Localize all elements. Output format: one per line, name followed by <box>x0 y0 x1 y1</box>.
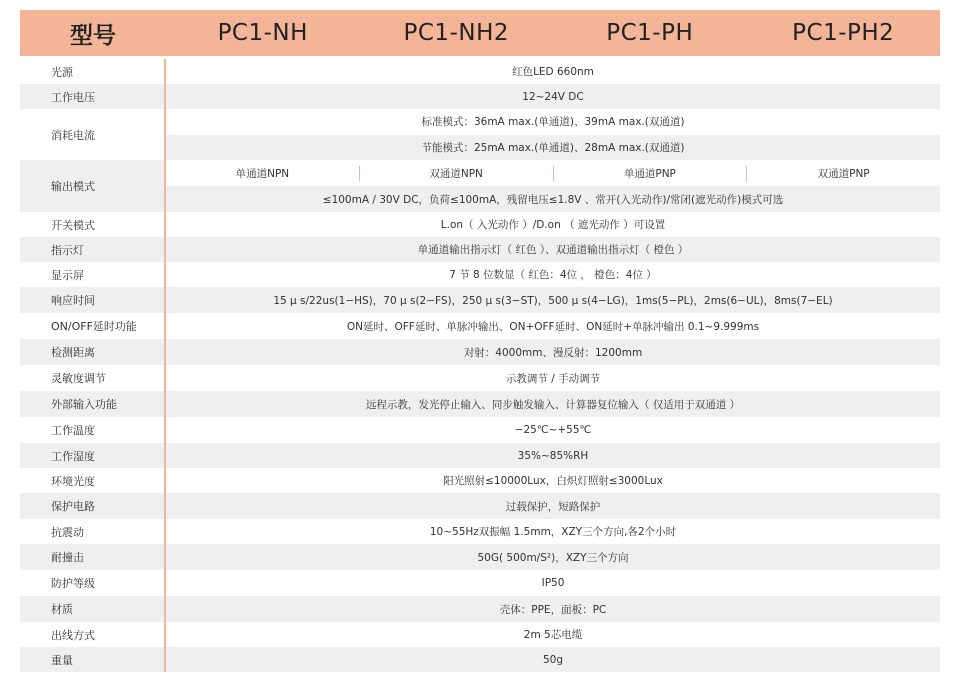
model-pc1-ph2: PC1-PH2 <box>792 20 895 46</box>
table-row <box>20 622 940 647</box>
row-label: 输出模式 <box>20 160 166 212</box>
row-label: 工作温度 <box>20 417 166 443</box>
row-label: 灵敏度调节 <box>20 365 166 391</box>
table-row <box>20 262 940 287</box>
table-row <box>20 160 940 212</box>
model-pc1-nh: PC1-NH <box>217 20 308 46</box>
row-label: 重量 <box>20 647 166 672</box>
table-row <box>20 544 940 570</box>
table-row <box>20 468 940 493</box>
table-row <box>20 59 940 84</box>
output-mode-split <box>166 160 940 186</box>
table-row <box>20 596 940 622</box>
row-value: 标准模式：36mA max.(单通道)、39mA max.(双通道) <box>166 109 940 135</box>
row-value: 单通道输出指示灯（ 红色 ）、双通道输出指示灯（ 橙色 ） <box>417 244 689 256</box>
row-value: 红色LED 660nm <box>512 66 594 78</box>
table-row <box>20 109 940 160</box>
row-value: ≤100mA / 30V DC，负荷≤100mA，残留电压≤1.8V 、常开(入光动作)/常闭(遮光动作)模式可选 <box>166 186 940 212</box>
row-label: 外部输入功能 <box>20 391 166 417</box>
row-value: 2m 5芯电缆 <box>523 629 583 641</box>
row-value: 阳光照射≤10000Lux，白炽灯照射≤3000Lux <box>443 475 663 487</box>
row-value: 12~24V DC <box>522 90 584 103</box>
row-label: 耐撞击 <box>20 544 166 570</box>
table-row <box>20 339 940 365</box>
table-row <box>20 443 940 468</box>
output-cell: 单通道NPN <box>166 166 360 181</box>
row-value: 10~55Hz双振幅 1.5mm，XZY三个方向,各2个小时 <box>429 526 677 538</box>
row-label: ON/OFF延时功能 <box>20 313 166 339</box>
row-value: 15 μ s/22us(1−HS)，70 μ s(2−FS)，250 μ s(3−ST)，500 μ s(4−LG)，1ms(5−PL)，2ms(6−UL)，8ms(7−EL) <box>273 294 833 307</box>
row-label: 出线方式 <box>20 622 166 647</box>
row-value: 远程示教，发光停止输入、同步触发输入、计算器复位输入（ 仅适用于双通道 ） <box>365 398 741 411</box>
row-label: 保护电路 <box>20 493 166 519</box>
row-value: −25℃~+55℃ <box>514 424 592 436</box>
output-cell: 双通道PNP <box>817 167 870 180</box>
row-label: 材质 <box>20 596 166 622</box>
model-pc1-nh2: PC1-NH2 <box>403 20 509 46</box>
table-row <box>20 287 940 313</box>
table-row <box>20 391 940 417</box>
spec-table <box>20 10 940 672</box>
table-row <box>20 313 940 339</box>
row-label: 开关模式 <box>20 212 166 237</box>
row-label: 检测距离 <box>20 339 166 365</box>
row-label: 显示屏 <box>20 262 166 287</box>
row-value: 50G( 500m/S²)，XZY三个方向 <box>477 551 629 564</box>
row-value: 50g <box>542 653 564 666</box>
model-pc1-ph: PC1-PH <box>606 20 694 46</box>
row-label: 指示灯 <box>20 237 166 262</box>
row-label: 抗震动 <box>20 519 166 544</box>
output-cell: 双通道NPN <box>360 166 554 181</box>
row-value: 35%~85%RH <box>517 449 589 462</box>
row-label: 防护等级 <box>20 570 166 596</box>
row-label: 光源 <box>20 59 166 84</box>
row-value: 节能模式：25mA max.(单通道)、28mA max.(双通道) <box>166 135 940 161</box>
row-value: 对射：4000mm、漫反射：1200mm <box>463 346 643 359</box>
row-label: 工作电压 <box>20 84 166 109</box>
table-row <box>20 84 940 109</box>
table-row <box>20 493 940 519</box>
row-label: 消耗电流 <box>20 109 166 160</box>
table-row <box>20 365 940 391</box>
table-row <box>20 417 940 443</box>
row-value: L.on（ 入光动作 ）/D.on （ 遮光动作 ）可设置 <box>440 219 666 231</box>
table-row <box>20 519 940 544</box>
table-header <box>20 10 940 56</box>
row-value: 过载保护，短路保护 <box>505 500 601 513</box>
row-value: ON延时、OFF延时、单脉冲输出、ON+OFF延时、ON延时+单脉冲输出 0.1~9.999ms <box>346 320 760 333</box>
row-value: IP50 <box>541 577 565 589</box>
row-label: 环境光度 <box>20 468 166 493</box>
row-value: 壳体：PPE，面板：PC <box>499 603 607 616</box>
row-label: 工作湿度 <box>20 443 166 468</box>
output-cell: 单通道PNP <box>554 166 748 181</box>
row-value: 示教调节 / 手动调节 <box>505 372 601 385</box>
table-row <box>20 237 940 262</box>
row-label: 响应时间 <box>20 287 166 313</box>
table-row <box>20 647 940 672</box>
row-value: 7 节 8 位数显（ 红色：4位 ， 橙色：4位 ） <box>449 269 657 281</box>
model-label: 型号 <box>70 22 116 49</box>
table-row <box>20 212 940 237</box>
table-row <box>20 570 940 596</box>
